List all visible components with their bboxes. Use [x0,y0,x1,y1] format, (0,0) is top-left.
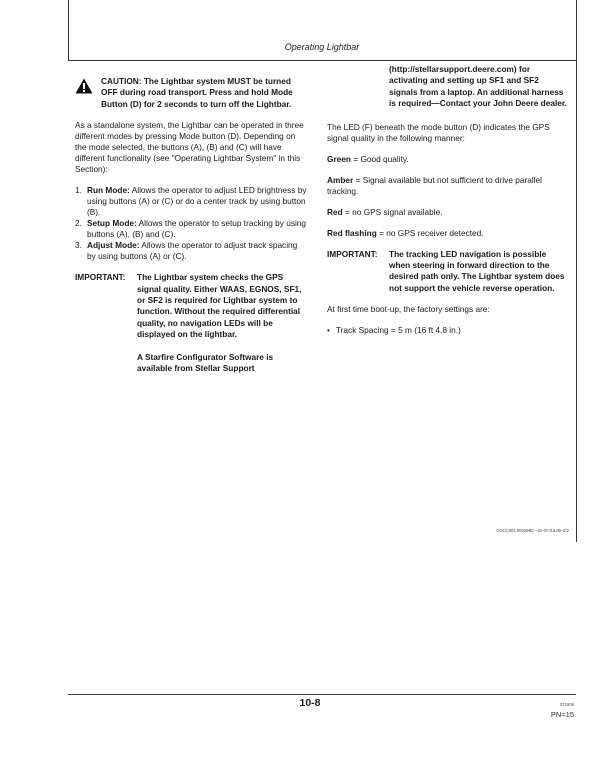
status-term: Red [327,206,343,217]
track-spacing-setting: Track Spacing = 5 m (16 ft 4.8 in.) [335,325,461,336]
led-intro: The LED (F) beneath the mode button (D) indicates the GPS signal quality in the following manner: [327,121,550,143]
important-note [327,249,567,295]
footer-code: 071806 [560,702,574,707]
status-item [327,207,567,218]
bullet-dot: • [327,325,330,336]
configurator-note: A Starfire Configurator Software is available from Stellar Support [137,351,274,374]
status-item [327,228,567,239]
right-column [327,64,567,336]
mode-term: Run Mode: [87,185,130,196]
settings-bullet [327,325,567,336]
status-description: = no GPS signal available. [342,206,443,217]
status-item [327,154,567,165]
mode-description: Allows the operator to adjust track spacing by using buttons (A) or (C). [87,240,298,262]
caution-block [75,76,307,110]
status-description: = Signal available but not sufficient to drive parallel tracking. [327,174,542,196]
status-term: Green [327,153,351,164]
mode-number: 1. [75,185,82,196]
header-rule [68,60,576,61]
caution-text: CAUTION: The Lightbar system MUST be turned OFF during road transport. Press and hold Mode Button (D) for 2 seconds to turn off the Lightbar. [101,76,293,109]
warning-triangle-icon [75,78,93,110]
mode-item [75,218,307,240]
left-column [75,76,307,384]
important-note [75,272,307,374]
reference-code: OUCC002,00029B0 –19–07JUL06–2/2 [496,528,569,533]
footer-rule [68,694,576,695]
mode-item [75,185,307,218]
important-text: The Lightbar system checks the GPS signal quality. Either WAAS, EGNOS, SF1, or SF2 is required for Lightbar system to function. Without the required differential quality, no navigation LEDs will be displayed on the lightbar. [137,272,302,340]
bootup-text: At first time boot-up, the factory settings are: [327,304,490,315]
important-text: The tracking LED navigation is possible when steering in forward direction to the desired path only. The Lightbar system does not support the vehicle reverse operation. [389,248,565,293]
pn-label: PN=15 [550,710,574,719]
status-description: = no GPS receiver detected. [376,227,484,238]
section-title: Operating Lightbar [284,42,360,52]
mode-description: Allows the operator to adjust LED brightness by using buttons (A) or (C) or do a center track by using button (B). [87,185,307,218]
mode-term: Adjust Mode: [87,240,140,251]
right-border-line [576,0,577,542]
mode-number: 2. [75,218,82,229]
status-description: = Good quality. [350,153,409,164]
intro-paragraph: As a standalone system, the Lightbar can be operated in three different modes by pressing Mode button (D). Depending on the mode selected, the buttons (A), (B) and (C) will have different functionality (see "Operating Lightbar System" in this Section): [75,120,304,175]
mode-list [75,185,307,262]
status-term: Amber [327,174,354,185]
important-label: IMPORTANT: [327,248,378,259]
mode-description: Allows the operator to setup tracking by using buttons (A), (B) and (C). [87,218,307,240]
status-item [327,175,567,197]
support-continuation: (http://stellarsupport.deere.com) for activating and setting up SF1 and SF2 signals from a laptop. An additional harness is required—Contact your John Deere dealer. [389,64,567,109]
mode-number: 3. [75,240,82,251]
mode-item [75,240,307,262]
important-label: IMPORTANT: [75,272,126,283]
status-term: Red flashing [327,227,377,238]
mode-term: Setup Mode: [87,218,137,229]
page-number: 10-8 [299,697,321,709]
